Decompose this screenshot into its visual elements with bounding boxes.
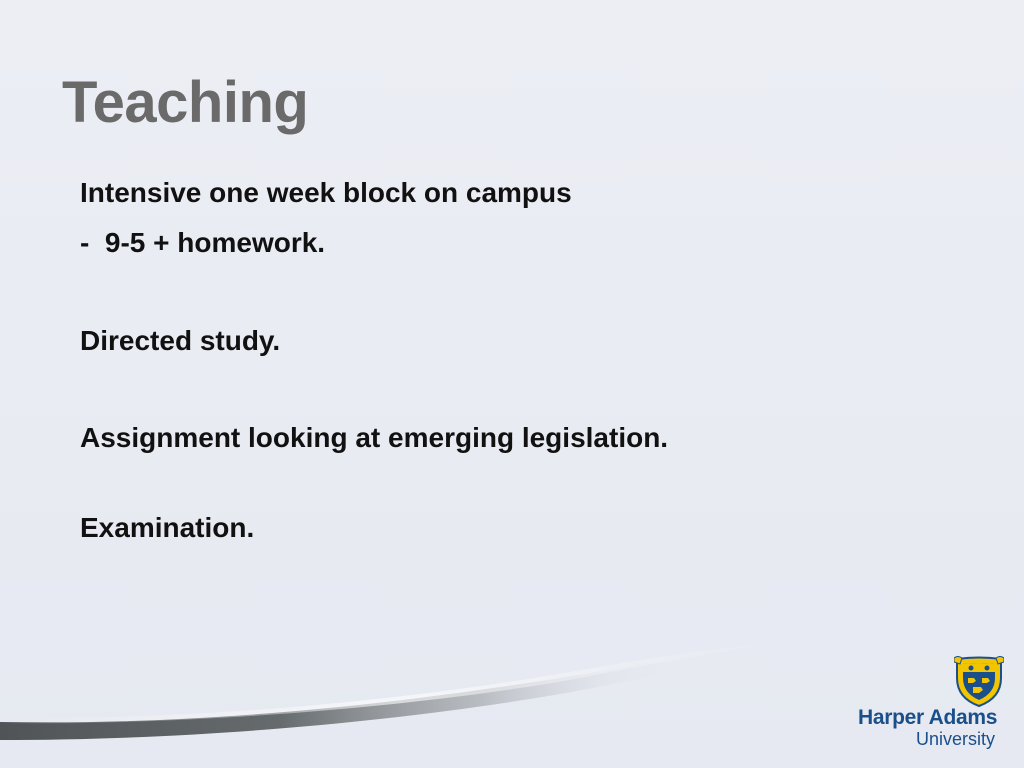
logo-name-line1: Harper Adams (858, 706, 998, 729)
logo-name-line2: University (916, 729, 996, 749)
slide-title: Teaching (62, 70, 309, 135)
shield-crest-icon (954, 656, 1004, 708)
harper-adams-logo (850, 656, 1014, 756)
bullet-line-1: Intensive one week block on campus (80, 177, 572, 208)
bullet-line-2: - 9-5 + homework. (80, 227, 326, 258)
bullet-line-5: Examination. (80, 512, 255, 543)
bullet-line-3: Directed study. (80, 325, 281, 356)
bullet-line-4: Assignment looking at emerging legislation. (80, 422, 669, 453)
